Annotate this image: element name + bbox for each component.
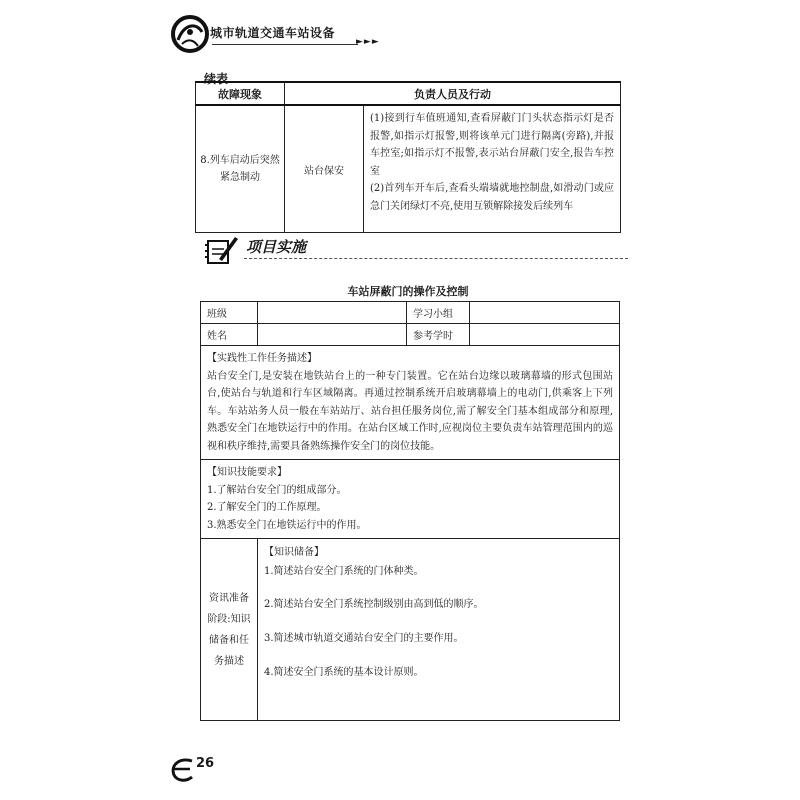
header-rule [212, 44, 358, 45]
person-cell: 站台保安 [285, 105, 364, 233]
task-table [200, 301, 620, 721]
col-header-action: 负责人员及行动 [285, 82, 621, 105]
class-value [258, 302, 407, 324]
reserve-question: 4.简述安全门系统的基本设计原则。 [264, 667, 424, 678]
reserve-question: 3.简述城市轨道交通站台安全门的主要作用。 [264, 633, 464, 644]
book-title: 城市轨道交通车站设备 [210, 26, 336, 40]
continued-fault-table [195, 81, 621, 233]
name-value [258, 324, 407, 346]
knowledge-reserve-block [258, 539, 620, 721]
name-label: 姓名 [201, 324, 258, 346]
book-logo-icon [168, 12, 212, 56]
fault-cell: 8.列车启动后突然紧急制动 [196, 105, 285, 233]
class-label: 班级 [201, 302, 258, 324]
task-description-block [201, 346, 620, 460]
col-header-fault: 故障现象 [196, 82, 285, 105]
knowledge-item: 1.了解站台安全门的组成部分。 [207, 484, 347, 496]
stage-label: 资讯准备阶段:知识储备和任务描述 [201, 539, 258, 721]
action-cell [364, 105, 621, 233]
task-table-title: 车站屏蔽门的操作及控制 [347, 285, 469, 298]
page-number: 26 [196, 756, 215, 771]
section-title: 项目实施 [246, 238, 307, 256]
group-value [470, 302, 620, 324]
reserve-question: 2.简述站台安全门系统控制级别由高到低的顺序。 [264, 599, 484, 610]
task-description-text: 站台安全门,是安装在地铁站台上的一种专门装置。它在站台边缘以玻璃幕墙的形式包围站台,使站台与轨道和行车区域隔离。再通过控制系统开启玻璃幕墙上的电动门,供乘客上下列车。车站站务人员一般在车站站厅、站台担任服务岗位,需了解安全门基本组成部分和原理,熟悉安全门在地铁运行中的作用。在站台区域工作时,应视岗位主要负责车站管理范围内的巡视和秩序维持,需要具备熟练操作安全门的岗位技能。 [207, 370, 613, 452]
knowledge-item: 3.熟悉安全门在地铁运行中的作用。 [207, 519, 367, 531]
group-label: 学习小组 [407, 302, 470, 324]
reserve-question: 1.简述站台安全门系统的门体种类。 [264, 566, 424, 577]
knowledge-item: 2.了解安全门的工作原理。 [207, 502, 327, 513]
task-description-heading: 【实践性工作任务描述】 [207, 353, 317, 364]
notebook-pen-icon [205, 235, 239, 265]
hours-label: 参考学时 [407, 324, 470, 346]
hours-value [470, 324, 620, 346]
action-step-1: (1)接到行车值班通知,查看屏蔽门门头状态指示灯是否报警,如指示灯报警,则将该单元门进行隔离(旁路),并报车控室;如指示灯不报警,表示站台屏蔽门安全,报告车控室 [370, 113, 614, 177]
knowledge-heading: 【知识技能要求】 [207, 467, 287, 478]
continued-label: 续表 [204, 72, 229, 86]
reserve-heading: 【知识储备】 [264, 547, 324, 558]
knowledge-requirements-block [201, 460, 620, 539]
action-step-2: (2)首列车开车后,查看头端墙就地控制盘,如滑动门或应急门关闭绿灯不亮,使用互锁解除接发后续列车 [370, 183, 614, 212]
header-arrows-icon: ►►► [356, 37, 380, 47]
section-dotted-rule [244, 258, 628, 259]
page-ornament-icon [168, 755, 198, 783]
